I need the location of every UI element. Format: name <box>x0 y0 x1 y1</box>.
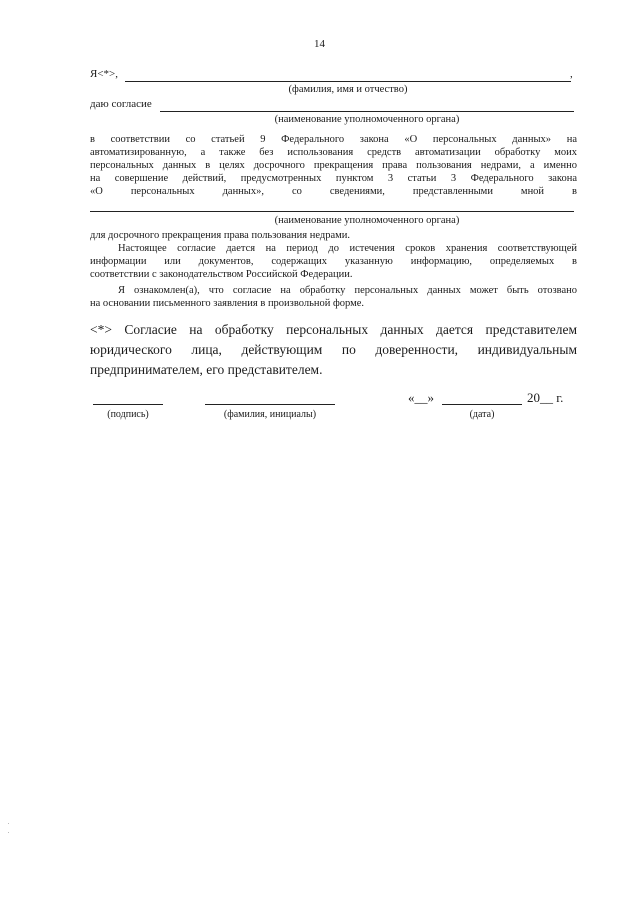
fio-end-comma: , <box>570 68 573 80</box>
name-initials-caption: (фамилия, инициалы) <box>223 409 317 420</box>
organ-caption-2: (наименование уполномоченного органа) <box>274 215 460 226</box>
validity-line-1: Настоящее согласие дается на период до истечения сроков хранения соответствующей <box>118 243 577 254</box>
footnote-text-2: юридического лица, действующим по доверенности, индивидуальным <box>90 342 577 357</box>
footnote-line-3 <box>90 361 577 379</box>
footnote-line-1 <box>90 321 577 339</box>
revocation-line-2: на основании письменного заявления в произвольной форме. <box>90 298 365 309</box>
page-number: 14 <box>314 38 325 50</box>
fio-field[interactable] <box>125 68 571 82</box>
date-month-field[interactable] <box>442 404 522 405</box>
footnote-text-3: предпринимателем, его представителем. <box>90 362 323 377</box>
scan-speck <box>8 832 9 833</box>
ya-label: Я<*>, <box>90 68 118 80</box>
footnote-line-2 <box>90 341 577 359</box>
consent-line-2: автоматизированную, а также без использования средств автоматизации обработку моих <box>90 147 577 158</box>
signature-caption: (подпись) <box>107 409 149 420</box>
revocation-line-1: Я ознакомлен(а), что согласие на обработку персональных данных может быть отозвано <box>118 285 577 296</box>
organ-caption: (наименование уполномоченного органа) <box>274 114 460 125</box>
validity-line-2: информации или документов, содержащих указанную информацию, определяемых в <box>90 256 577 267</box>
date-year: 20__ г. <box>527 390 564 405</box>
validity-line-3: соответствии с законодательством Российской Федерации. <box>90 269 353 280</box>
scan-speck <box>8 823 9 824</box>
consent-line-3: персональных данных в целях досрочного прекращения права пользования недрами, а именно <box>90 160 577 171</box>
consent-line-4: на совершение действий, предусмотренных пунктом 3 статьи 3 Федерального закона <box>90 173 577 184</box>
consent-label: даю согласие <box>90 98 152 110</box>
name-initials-field[interactable] <box>205 404 335 405</box>
purpose-line: для досрочного прекращения права пользования недрами. <box>90 230 351 241</box>
organ-field-2[interactable] <box>90 198 574 212</box>
date-caption: (дата) <box>469 409 495 420</box>
date-day: «__» <box>408 390 434 405</box>
organ-field[interactable] <box>160 98 574 112</box>
footnote-text-1: <*> Согласие на обработку персональных данных дается представителем <box>90 322 577 337</box>
signature-field[interactable] <box>93 404 163 405</box>
consent-line-1: в соответствии со статьей 9 Федерального закона «О персональных данных» на <box>90 134 577 145</box>
consent-line-5: «О персональных данных», со сведениями, представленными мной в <box>90 186 577 197</box>
fio-caption: (фамилия, имя и отчество) <box>288 84 408 95</box>
